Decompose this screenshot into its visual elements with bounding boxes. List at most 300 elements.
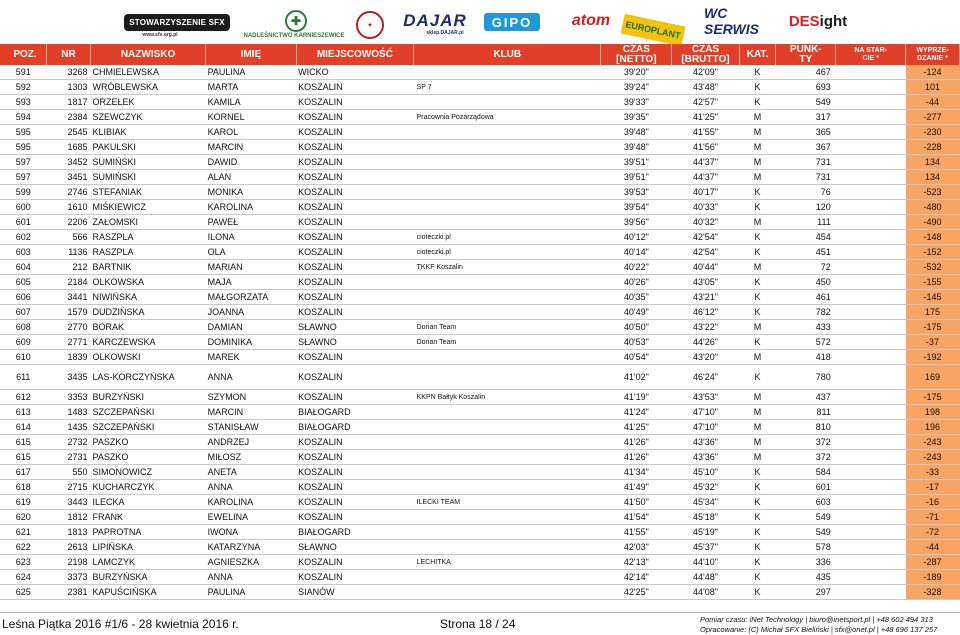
cell-miejscowosc: KOSZALIN — [296, 495, 413, 510]
cell-czas-brutto: 41'25" — [672, 110, 739, 125]
table-row — [0, 245, 960, 260]
cell-imie: KAMILA — [206, 95, 297, 110]
event-title: Leśna Piątka 2016 #1/6 - 28 kwietnia 2016 r. — [2, 617, 239, 631]
cell-wyprzedzanie: -152 — [906, 245, 960, 260]
cell-wyprzedzanie: -175 — [906, 320, 960, 335]
cell-miejscowosc: KOSZALIN — [296, 110, 413, 125]
cell-czas-brutto: 45'10" — [672, 465, 739, 480]
table-row — [0, 350, 960, 365]
col-header-na-starcie-1: NA STAR- — [854, 46, 887, 54]
cell-na-starcie — [836, 585, 906, 600]
cell-na-starcie — [836, 365, 906, 390]
cell-czas-brutto: 43'20" — [672, 350, 739, 365]
cell-punkty: 578 — [776, 540, 836, 555]
cell-poz: 623 — [0, 555, 47, 570]
cell-punkty: 454 — [776, 230, 836, 245]
cell-miejscowosc: KOSZALIN — [296, 290, 413, 305]
cell-wyprzedzanie: -243 — [906, 450, 960, 465]
cell-wyprzedzanie: -124 — [906, 65, 960, 80]
cell-miejscowosc: WICKO — [296, 65, 413, 80]
cell-miejscowosc: SŁAWNO — [296, 540, 413, 555]
cell-imie: JOANNA — [206, 305, 297, 320]
cell-czas-brutto: 42'09" — [672, 65, 739, 80]
cell-na-starcie — [836, 185, 906, 200]
cell-klub — [414, 465, 601, 480]
cell-czas-brutto: 45'32" — [672, 480, 739, 495]
cell-na-starcie — [836, 420, 906, 435]
cell-nr: 2770 — [47, 320, 91, 335]
cell-nr: 2384 — [47, 110, 91, 125]
table-row — [0, 540, 960, 555]
cell-klub: LECHITKA — [414, 555, 601, 570]
cell-czas-netto: 39'53" — [601, 185, 672, 200]
cell-wyprzedzanie: 101 — [906, 80, 960, 95]
cell-punkty: 365 — [776, 125, 836, 140]
cell-klub — [414, 350, 601, 365]
cell-imie: MARTA — [206, 80, 297, 95]
col-header-czas-netto-2: [NETTO] — [616, 53, 657, 65]
dajar-logo: DAJAR — [403, 11, 467, 30]
cell-nazwisko: LAMCZYK — [91, 555, 206, 570]
cell-punkty: 810 — [776, 420, 836, 435]
cell-nazwisko: WRÓBLEWSKA — [91, 80, 206, 95]
cell-imie: KORNEL — [206, 110, 297, 125]
cell-klub — [414, 540, 601, 555]
cell-na-starcie — [836, 155, 906, 170]
cell-kat: K — [739, 570, 776, 585]
cell-czas-brutto: 44'48" — [672, 570, 739, 585]
cell-klub — [414, 420, 601, 435]
cell-czas-netto: 41'49" — [601, 480, 672, 495]
cell-kat: M — [739, 170, 776, 185]
cell-nr: 1579 — [47, 305, 91, 320]
atom-logo: atom — [571, 12, 611, 29]
cell-punkty: 437 — [776, 390, 836, 405]
cell-czas-brutto: 41'55" — [672, 125, 739, 140]
cell-nazwisko: ORZEŁEK — [91, 95, 206, 110]
cell-wyprzedzanie: -480 — [906, 200, 960, 215]
cell-na-starcie — [836, 125, 906, 140]
cell-czas-netto: 41'54" — [601, 510, 672, 525]
cell-nazwisko: RASZPLA — [91, 230, 206, 245]
cell-punkty: 584 — [776, 465, 836, 480]
cell-miejscowosc: BIAŁOGARD — [296, 420, 413, 435]
cell-punkty: 603 — [776, 495, 836, 510]
desight-logo — [780, 12, 856, 30]
cell-nr: 3353 — [47, 390, 91, 405]
cell-klub — [414, 125, 601, 140]
cell-imie: DAWID — [206, 155, 297, 170]
cell-czas-netto: 39'20" — [601, 65, 672, 80]
results-table — [0, 44, 960, 600]
cell-czas-brutto: 45'34" — [672, 495, 739, 510]
cell-kat: K — [739, 275, 776, 290]
cell-punkty: 111 — [776, 215, 836, 230]
cell-nr: 2715 — [47, 480, 91, 495]
cell-imie: ANNA — [206, 480, 297, 495]
cell-punkty: 811 — [776, 405, 836, 420]
col-header-wyprzedzanie-1: WYPRZE- — [916, 46, 949, 54]
cell-wyprzedzanie: -230 — [906, 125, 960, 140]
cell-wyprzedzanie: 134 — [906, 170, 960, 185]
cell-wyprzedzanie: 175 — [906, 305, 960, 320]
cell-nr: 2184 — [47, 275, 91, 290]
cell-czas-netto: 41'02" — [601, 365, 672, 390]
cell-miejscowosc: KOSZALIN — [296, 245, 413, 260]
cell-nr: 566 — [47, 230, 91, 245]
cell-czas-netto: 39'56" — [601, 215, 672, 230]
cell-imie: DAMIAN — [206, 320, 297, 335]
cell-poz: 622 — [0, 540, 47, 555]
cell-poz: 624 — [0, 570, 47, 585]
cell-czas-netto: 40'12" — [601, 230, 672, 245]
cell-miejscowosc: KOSZALIN — [296, 200, 413, 215]
cell-poz: 592 — [0, 80, 47, 95]
cell-poz: 597 — [0, 170, 47, 185]
cell-nazwisko: STEFANIAK — [91, 185, 206, 200]
cell-kat: M — [739, 110, 776, 125]
cell-kat: M — [739, 350, 776, 365]
table-row — [0, 260, 960, 275]
footer-divider — [0, 612, 960, 613]
cell-czas-brutto: 42'54" — [672, 245, 739, 260]
cell-punkty: 418 — [776, 350, 836, 365]
cell-poz: 601 — [0, 215, 47, 230]
cell-miejscowosc: SŁAWNO — [296, 320, 413, 335]
cell-miejscowosc: KOSZALIN — [296, 465, 413, 480]
cell-poz: 604 — [0, 260, 47, 275]
cell-poz: 599 — [0, 185, 47, 200]
cell-klub — [414, 435, 601, 450]
table-row — [0, 480, 960, 495]
cell-nazwisko: SZCZEPAŃSKI — [91, 420, 206, 435]
cell-na-starcie — [836, 305, 906, 320]
cell-nazwisko: SUMIŃSKI — [91, 170, 206, 185]
cell-na-starcie — [836, 435, 906, 450]
cell-nazwisko: FRANK — [91, 510, 206, 525]
table-row — [0, 435, 960, 450]
cell-kat: K — [739, 80, 776, 95]
cell-poz: 613 — [0, 405, 47, 420]
table-row — [0, 80, 960, 95]
col-header-kat: KAT. — [739, 44, 776, 65]
cell-miejscowosc: BIAŁOGARD — [296, 525, 413, 540]
cell-imie: ALAN — [206, 170, 297, 185]
cell-na-starcie — [836, 540, 906, 555]
cell-kat: K — [739, 525, 776, 540]
cell-miejscowosc: KOSZALIN — [296, 435, 413, 450]
cell-na-starcie — [836, 450, 906, 465]
cell-nazwisko: OLKOWSKA — [91, 275, 206, 290]
cell-czas-netto: 42'14" — [601, 570, 672, 585]
cell-imie: SZYMON — [206, 390, 297, 405]
cell-imie: AGNIESZKA — [206, 555, 297, 570]
col-header-czas-netto — [601, 44, 672, 65]
cell-imie: ANNA — [206, 365, 297, 390]
cell-nr: 2746 — [47, 185, 91, 200]
cell-czas-netto: 40'22" — [601, 260, 672, 275]
cell-kat: K — [739, 540, 776, 555]
cell-klub: ILECKI TEAM — [414, 495, 601, 510]
cell-nazwisko: DUDZIŃSKA — [91, 305, 206, 320]
col-header-na-starcie-2: CIE * — [862, 54, 879, 62]
cell-klub — [414, 305, 601, 320]
cell-miejscowosc: SIANÓW — [296, 585, 413, 600]
cell-punkty: 549 — [776, 525, 836, 540]
cell-punkty: 549 — [776, 510, 836, 525]
col-header-punkty-2: TY — [799, 53, 813, 65]
table-row — [0, 585, 960, 600]
cell-poz: 600 — [0, 200, 47, 215]
col-header-wyprzedzanie — [906, 44, 960, 65]
cell-nazwisko: KAPUŚCIŃSKA — [91, 585, 206, 600]
red-seal-icon: ✦ — [356, 11, 384, 39]
cell-punkty: 372 — [776, 435, 836, 450]
cell-poz: 595 — [0, 140, 47, 155]
cell-kat: M — [739, 125, 776, 140]
credits — [700, 615, 960, 635]
cell-miejscowosc: KOSZALIN — [296, 480, 413, 495]
cell-punkty: 601 — [776, 480, 836, 495]
table-row — [0, 510, 960, 525]
cell-na-starcie — [836, 555, 906, 570]
cell-czas-netto: 40'14" — [601, 245, 672, 260]
col-header-czas-brutto-2: [BRUTTO] — [681, 53, 730, 65]
dajar-url-text: sklep.DAJAR.pl — [426, 29, 464, 36]
table-row — [0, 95, 960, 110]
cell-czas-brutto: 41'56" — [672, 140, 739, 155]
cell-nr: 3452 — [47, 155, 91, 170]
cell-miejscowosc: KOSZALIN — [296, 215, 413, 230]
cell-poz: 611 — [0, 365, 47, 390]
col-header-nazwisko: NAZWISKO — [91, 44, 206, 65]
cell-nazwisko: RASZPLA — [91, 245, 206, 260]
table-row — [0, 125, 960, 140]
cell-wyprzedzanie: -490 — [906, 215, 960, 230]
cell-nr: 3451 — [47, 170, 91, 185]
cell-czas-brutto: 43'36" — [672, 435, 739, 450]
cell-czas-brutto: 44'10" — [672, 555, 739, 570]
cell-czas-brutto: 43'36" — [672, 450, 739, 465]
gipo-logo: GIPO — [484, 13, 540, 31]
cell-czas-brutto: 43'53" — [672, 390, 739, 405]
cell-punkty: 693 — [776, 80, 836, 95]
cell-nr: 1303 — [47, 80, 91, 95]
cell-nr: 1435 — [47, 420, 91, 435]
cell-poz: 625 — [0, 585, 47, 600]
cell-punkty: 435 — [776, 570, 836, 585]
cell-wyprzedzanie: -228 — [906, 140, 960, 155]
cell-czas-netto: 41'55" — [601, 525, 672, 540]
cell-punkty: 450 — [776, 275, 836, 290]
cell-punkty: 317 — [776, 110, 836, 125]
cell-czas-brutto: 43'48" — [672, 80, 739, 95]
cell-klub: cioteczki.pl — [414, 245, 601, 260]
cell-imie: MAŁGORZATA — [206, 290, 297, 305]
cell-czas-netto: 41'26" — [601, 450, 672, 465]
cell-nazwisko: PAKULSKI — [91, 140, 206, 155]
cell-kat: M — [739, 405, 776, 420]
results-body — [0, 65, 960, 600]
cell-poz: 605 — [0, 275, 47, 290]
cell-kat: K — [739, 465, 776, 480]
cell-imie: MAJA — [206, 275, 297, 290]
cell-wyprzedzanie: -17 — [906, 480, 960, 495]
cell-nr: 1839 — [47, 350, 91, 365]
table-row — [0, 230, 960, 245]
col-header-poz: POZ. — [0, 44, 47, 65]
cell-nr: 3268 — [47, 65, 91, 80]
col-header-na-starcie — [836, 44, 906, 65]
table-row — [0, 390, 960, 405]
cell-klub — [414, 185, 601, 200]
cell-czas-netto: 42'25" — [601, 585, 672, 600]
cell-nazwisko: NIWIŃSKA — [91, 290, 206, 305]
cell-wyprzedzanie: -175 — [906, 390, 960, 405]
cell-nr: 1610 — [47, 200, 91, 215]
cell-poz: 610 — [0, 350, 47, 365]
cell-punkty: 367 — [776, 140, 836, 155]
cell-poz: 606 — [0, 290, 47, 305]
cell-na-starcie — [836, 350, 906, 365]
cell-nr: 550 — [47, 465, 91, 480]
cell-poz: 619 — [0, 495, 47, 510]
table-row — [0, 155, 960, 170]
desight-logo-b: ight — [819, 12, 848, 30]
cell-wyprzedzanie: -532 — [906, 260, 960, 275]
cell-na-starcie — [836, 320, 906, 335]
cell-nazwisko: KARCZEWSKA — [91, 335, 206, 350]
cell-kat: K — [739, 365, 776, 390]
cell-klub — [414, 155, 601, 170]
cell-czas-brutto: 40'17" — [672, 185, 739, 200]
cell-imie: EWELINA — [206, 510, 297, 525]
cell-czas-brutto: 47'10" — [672, 420, 739, 435]
cell-czas-netto: 40'49" — [601, 305, 672, 320]
cell-czas-brutto: 46'24" — [672, 365, 739, 390]
cell-poz: 615 — [0, 435, 47, 450]
col-header-klub: KLUB — [414, 44, 601, 65]
cell-miejscowosc: KOSZALIN — [296, 260, 413, 275]
col-header-imie: IMIĘ — [206, 44, 297, 65]
cell-poz: 603 — [0, 245, 47, 260]
cell-imie: ANDRZEJ — [206, 435, 297, 450]
cell-kat: M — [739, 435, 776, 450]
cell-czas-brutto: 45'18" — [672, 510, 739, 525]
cell-nr: 2771 — [47, 335, 91, 350]
cell-klub — [414, 450, 601, 465]
cell-nazwisko: LAS-KORCZYŃSKA — [91, 365, 206, 390]
cell-na-starcie — [836, 170, 906, 185]
table-row — [0, 365, 960, 390]
cell-wyprzedzanie: -33 — [906, 465, 960, 480]
cell-kat: K — [739, 555, 776, 570]
cell-poz: 621 — [0, 525, 47, 540]
cell-punkty: 120 — [776, 200, 836, 215]
cell-nr: 1813 — [47, 525, 91, 540]
cell-czas-brutto: 40'32" — [672, 215, 739, 230]
cell-czas-netto: 41'25" — [601, 420, 672, 435]
cell-na-starcie — [836, 230, 906, 245]
cell-imie: MARIAN — [206, 260, 297, 275]
cell-punkty: 572 — [776, 335, 836, 350]
cell-na-starcie — [836, 200, 906, 215]
cell-wyprzedzanie: -328 — [906, 585, 960, 600]
cell-czas-netto: 40'35" — [601, 290, 672, 305]
cell-miejscowosc: KOSZALIN — [296, 365, 413, 390]
table-row — [0, 215, 960, 230]
cell-kat: K — [739, 305, 776, 320]
cell-nazwisko: PASZKO — [91, 450, 206, 465]
cell-punkty: 780 — [776, 365, 836, 390]
credits-compiled: Opracowanie: (C) Michał SFX Bieliński | sfx@onet.pl | +48 696 137 257 — [700, 625, 938, 634]
cell-miejscowosc: KOSZALIN — [296, 95, 413, 110]
cell-miejscowosc: KOSZALIN — [296, 510, 413, 525]
cell-kat: K — [739, 245, 776, 260]
cell-czas-netto: 41'19" — [601, 390, 672, 405]
cell-nr: 2731 — [47, 450, 91, 465]
table-row — [0, 275, 960, 290]
cell-miejscowosc: KOSZALIN — [296, 185, 413, 200]
cell-kat: K — [739, 495, 776, 510]
cell-czas-brutto: 43'22" — [672, 320, 739, 335]
cell-na-starcie — [836, 275, 906, 290]
cell-punkty: 467 — [776, 65, 836, 80]
cell-poz: 593 — [0, 95, 47, 110]
cell-czas-brutto: 43'05" — [672, 275, 739, 290]
cell-wyprzedzanie: -71 — [906, 510, 960, 525]
sponsor-logos — [0, 0, 960, 44]
cell-kat: K — [739, 510, 776, 525]
cell-poz: 608 — [0, 320, 47, 335]
table-row — [0, 185, 960, 200]
table-row — [0, 335, 960, 350]
table-row — [0, 420, 960, 435]
cell-na-starcie — [836, 110, 906, 125]
cell-wyprzedzanie: -243 — [906, 435, 960, 450]
cell-miejscowosc: KOSZALIN — [296, 155, 413, 170]
cell-poz: 595 — [0, 125, 47, 140]
cell-klub — [414, 570, 601, 585]
cell-wyprzedzanie: 169 — [906, 365, 960, 390]
cell-nazwisko: CHMIELEWSKA — [91, 65, 206, 80]
cell-klub: SP 7 — [414, 80, 601, 95]
cell-klub — [414, 585, 601, 600]
cell-czas-netto: 40'54" — [601, 350, 672, 365]
cell-na-starcie — [836, 80, 906, 95]
cell-nazwisko: MIŚKIEWICZ — [91, 200, 206, 215]
table-row — [0, 305, 960, 320]
cell-nazwisko: SUMIŃSKI — [91, 155, 206, 170]
cell-wyprzedzanie: -16 — [906, 495, 960, 510]
cell-klub — [414, 170, 601, 185]
cell-czas-brutto: 46'12" — [672, 305, 739, 320]
cell-kat: K — [739, 95, 776, 110]
cell-punkty: 76 — [776, 185, 836, 200]
cell-poz: 618 — [0, 480, 47, 495]
table-row — [0, 465, 960, 480]
cell-na-starcie — [836, 480, 906, 495]
cell-wyprzedzanie: -277 — [906, 110, 960, 125]
cell-imie: DOMINIKA — [206, 335, 297, 350]
cell-imie: PAULINA — [206, 585, 297, 600]
desight-logo-a: DES — [788, 12, 820, 30]
table-row — [0, 320, 960, 335]
cell-kat: K — [739, 290, 776, 305]
cell-na-starcie — [836, 510, 906, 525]
cell-klub — [414, 525, 601, 540]
cell-miejscowosc: KOSZALIN — [296, 275, 413, 290]
